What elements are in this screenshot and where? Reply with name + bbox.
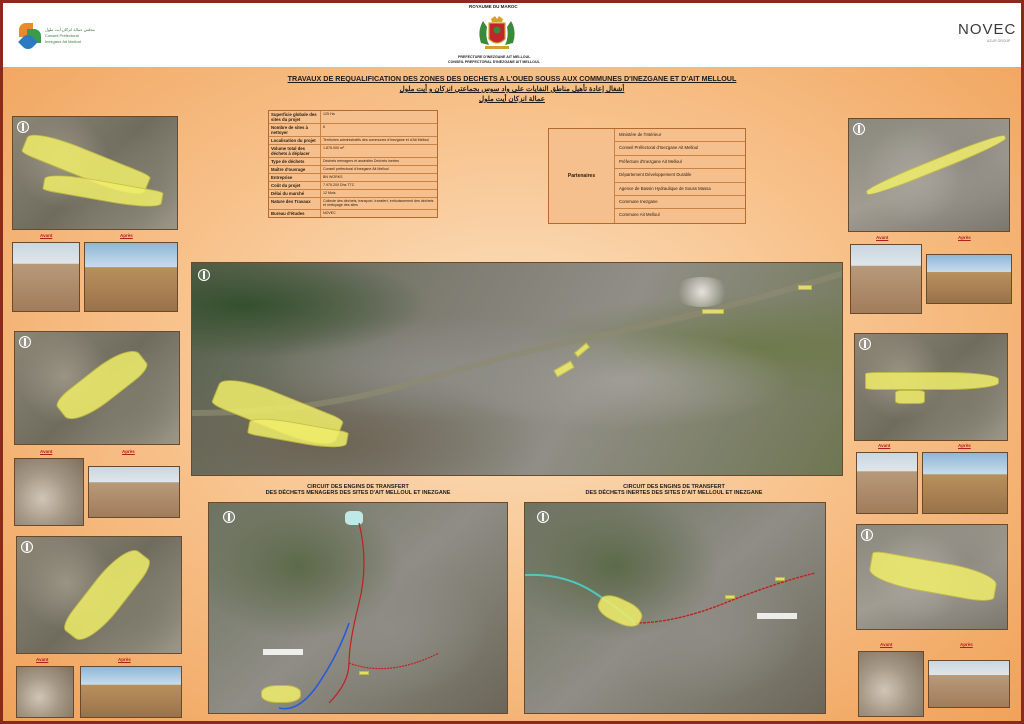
partner-item: Conseil Préfectoral d'Inezgane Ait Melloul [615,142,745,155]
site-map-left-1 [12,116,178,230]
page-title: TRAVAUX DE REQUALIFICATION DES ZONES DES DECHETS A L'OUED SOUSS AUX COMMUNES D'INEZGANE ET D'AIT MELLOUL [287,74,737,83]
waste-zone [798,285,812,290]
transfer-route [209,503,508,714]
info-value: 6 [323,125,325,129]
transfer-route [525,503,826,714]
waste-zone [865,372,999,390]
council-logo: مجلس عمالة انزكان أيت ملول Conseil Préfectoral Inezgane Ait Melloul [17,19,87,51]
info-value: Territoires administratifs des communes d'Inezgane et d'Ait Melloul [323,138,430,142]
info-row [269,111,437,124]
circuit-title-1-line1: CIRCUIT DES ENGINS DE TRANSFERT [307,484,409,490]
page-subtitle-arabic: عمالة انزكان أيت ملول [479,96,545,103]
compass-icon [859,338,871,350]
info-value: Collecte des déchets, transport, transfert, enfouissement des déchets et nettoyage des sites [323,199,434,208]
circuit-map-menagers [208,502,508,714]
photo-after-6 [928,660,1010,708]
photo-after-1 [84,242,178,312]
info-value: 1.875.000 m³ [323,146,345,150]
circuit-title-2 [522,484,826,496]
info-value: Conseil préfectoral d'Inezgane Ait Melloul [323,167,389,171]
waste-zone [725,595,735,599]
partner-item: Préfecture d'Inezgane Ait Melloul [615,156,745,169]
site-map-left-3 [16,536,182,654]
photo-before-4 [850,244,922,314]
haze [672,277,732,307]
waste-zone [702,309,724,314]
info-row [269,158,437,166]
after-label: Après [122,449,135,454]
waste-zone [895,390,925,404]
after-label: Après [958,235,971,240]
photo-before-1 [12,242,80,312]
before-label: Avant [880,642,893,647]
info-label: Volume total des déchets à déplacer [269,145,321,157]
info-row [269,182,437,190]
info-row [269,137,437,145]
circuit-title-1 [208,484,508,496]
partner-item: Commune Inezgane [615,196,745,209]
info-value: Déchets ménagers et assimilés Déchets inertes [323,159,399,163]
info-value: 7.975.200 Dhs TTC [323,183,355,187]
header [3,3,1021,67]
after-label: Après [960,642,973,647]
after-label: Après [118,657,131,662]
circuit-map-inertes [524,502,826,714]
waste-zone [775,577,785,581]
info-value: NOVEC [323,210,336,215]
info-value: BN WORKS [323,175,343,179]
waste-zone [864,131,1008,198]
photo-after-3 [80,666,182,718]
info-label: Type de déchets [269,158,321,165]
circuit-title-2-line1: CIRCUIT DES ENGINS DE TRANSFERT [623,484,725,490]
waste-zone [261,685,301,703]
page-title-arabic: أشغال إعادة تأهيل مناطق النفايات على واد سوس بجماعتي انزكان و أيت ملول [399,86,625,93]
info-label: Entreprise [269,174,321,181]
info-label: Maître d'ouvrage [269,166,321,173]
site-map-right-2 [854,333,1008,441]
partners-label: Partenaires [549,129,615,223]
waste-zone [359,671,369,675]
partner-item: Agence de Bassin Hydraulique de Souss Massa [615,183,745,196]
waste-zone [53,341,151,428]
before-label: Avant [40,449,53,454]
photo-before-6 [858,651,924,717]
partner-item: Ministère de l'Intérieur [615,129,745,142]
info-value: 12 Mois [323,191,336,195]
site-map-right-1 [848,118,1010,232]
compass-icon [19,336,31,348]
map-callout [263,649,303,655]
before-label: Avant [878,443,891,448]
waste-zone [60,541,155,648]
novec-logo: NOVEC [958,21,1017,38]
photo-before-3 [16,666,74,718]
info-row [269,198,437,210]
compass-icon [861,529,873,541]
info-label: Localisation du projet [269,137,321,144]
info-row [269,124,437,137]
info-label: Superficie globale des sites du projet [269,111,321,123]
compass-icon [17,121,29,133]
info-row [269,210,437,217]
before-label: Avant [876,235,889,240]
prefecture-label: PREFECTURE D'INEZGANE AIT MELLOUL [458,55,531,59]
before-label: Avant [36,657,49,662]
compass-icon [21,541,33,553]
info-row [269,190,437,198]
kingdom-label: ROYAUME DU MAROC [469,4,518,9]
partner-item: Commune Ait Melloul [619,212,660,218]
circuit-title-2-line2: DES DÉCHETS INERTES DES SITES D'AIT MELLOUL ET INEZGANE [585,490,763,496]
info-row [269,166,437,174]
waste-zone [867,550,999,604]
compass-icon [853,123,865,135]
after-label: Après [120,233,133,238]
info-row [269,174,437,182]
after-label: Après [958,443,971,448]
before-label: Avant [40,233,53,238]
council-label: CONSEIL PREFECTORAL D'INEZGANE AIT MELLOUL [448,60,540,64]
circuit-title-1-line2: DES DÉCHETS MENAGERS DES SITES D'AIT MELLOUL ET INEZGANE [265,490,451,496]
partners-table [548,128,746,224]
info-label: Bureau d'études [269,210,321,217]
site-map-left-2 [14,331,180,445]
project-info-table [268,110,438,218]
novec-sub: AZUR GROUP [987,39,1011,43]
photo-after-4 [926,254,1012,304]
photo-after-2 [88,466,180,518]
site-map-right-3 [856,524,1008,630]
info-label: Coût du projet [269,182,321,189]
photo-before-5 [856,452,918,514]
royal-emblem-icon [473,13,521,53]
photo-after-5 [922,452,1008,514]
photo-before-2 [14,458,84,526]
partner-item: Département Développement Durable [615,169,745,182]
info-label: Délai du marché [269,190,321,197]
overview-map [191,262,843,476]
partners-list [615,129,745,223]
info-label: Nombre de sites à nettoyer [269,124,321,136]
info-value: 125 Ha [323,112,335,116]
info-row [269,145,437,158]
river-path [192,263,843,476]
map-callout [757,613,797,619]
info-label: Nature des Travaux [269,198,321,209]
